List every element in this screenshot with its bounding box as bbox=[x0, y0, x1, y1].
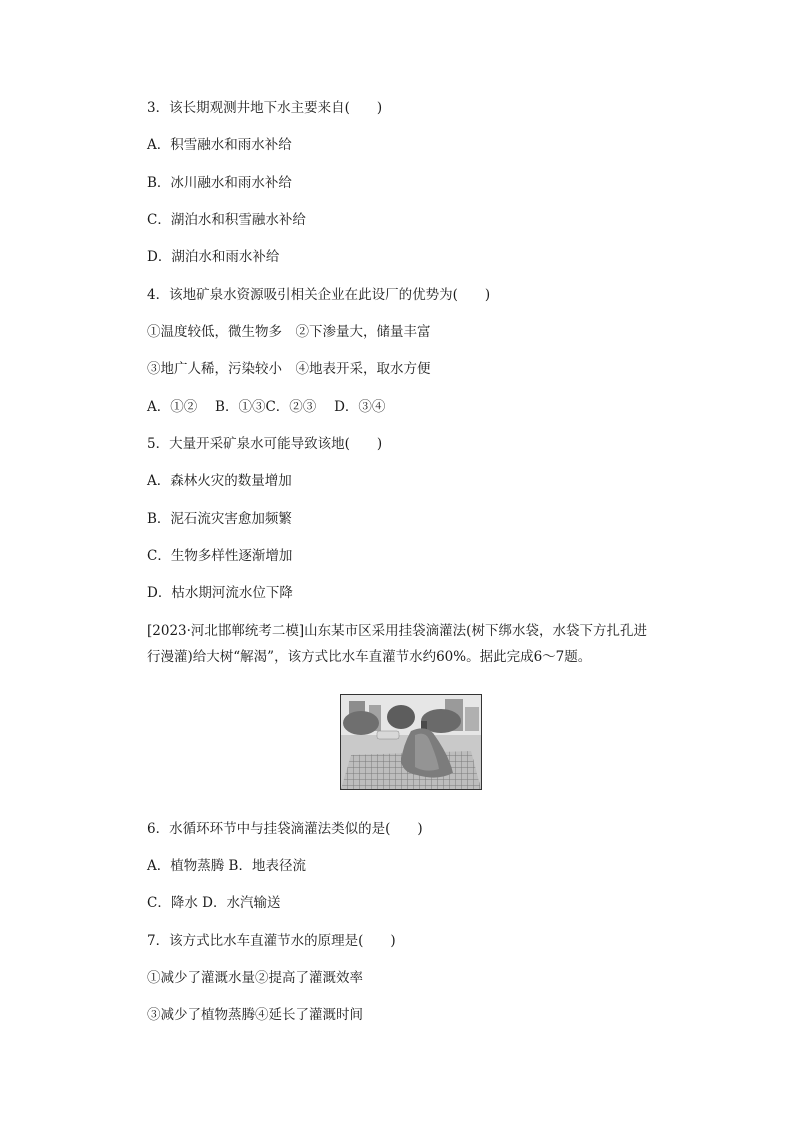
question-5-option-b: B．泥石流灾害愈加频繁 bbox=[147, 511, 292, 527]
question-5-option-a: A．森林火灾的数量增加 bbox=[147, 473, 292, 489]
question-5-stem: 5．大量开采矿泉水可能导致该地( ) bbox=[147, 436, 383, 452]
question-6-options-ab: A．植物蒸腾 B．地表径流 bbox=[147, 858, 306, 874]
question-6-stem: 6．水循环环节中与挂袋滴灌法类似的是( ) bbox=[147, 821, 423, 837]
question-3-option-d: D．湖泊水和雨水补给 bbox=[147, 249, 280, 265]
question-5-option-d: D．枯水期河流水位下降 bbox=[147, 585, 293, 601]
question-5-option-c: C．生物多样性逐渐增加 bbox=[147, 548, 293, 564]
question-4-options: A．①② B．①③C．②③ D．③④ bbox=[147, 399, 386, 415]
question-4-statements-1: ①温度较低，微生物多 ②下渗量大，储量丰富 bbox=[147, 324, 431, 340]
question-7-stem: 7．该方式比水车直灌节水的原理是( ) bbox=[147, 933, 396, 949]
question-7-statements-1: ①减少了灌溉水量②提高了灌溉效率 bbox=[147, 970, 363, 986]
question-7-statements-2: ③减少了植物蒸腾④延长了灌溉时间 bbox=[147, 1007, 363, 1023]
question-4-statements-2: ③地广人稀，污染较小 ④地表开采，取水方便 bbox=[147, 361, 431, 377]
question-4-stem: 4．该地矿泉水资源吸引相关企业在此设厂的优势为( ) bbox=[147, 287, 491, 303]
question-3-stem: 3．该长期观测井地下水主要来自( ) bbox=[147, 100, 383, 116]
question-3-option-a: A．积雪融水和雨水补给 bbox=[147, 137, 292, 153]
question-3-option-c: C．湖泊水和积雪融水补给 bbox=[147, 212, 306, 228]
tree-drip-bag-photo bbox=[340, 694, 482, 790]
passage-6-7: [2023·河北邯郸统考二模]山东某市区采用挂袋滴灌法(树下绑水袋，水袋下方扎孔进行漫灌)给大树“解渴”，该方式比水车直灌节水约60%。据此完成6～7题。 bbox=[147, 623, 647, 665]
question-6-options-cd: C．降水 D．水汽输送 bbox=[147, 895, 281, 911]
question-3-option-b: B．冰川融水和雨水补给 bbox=[147, 175, 292, 191]
